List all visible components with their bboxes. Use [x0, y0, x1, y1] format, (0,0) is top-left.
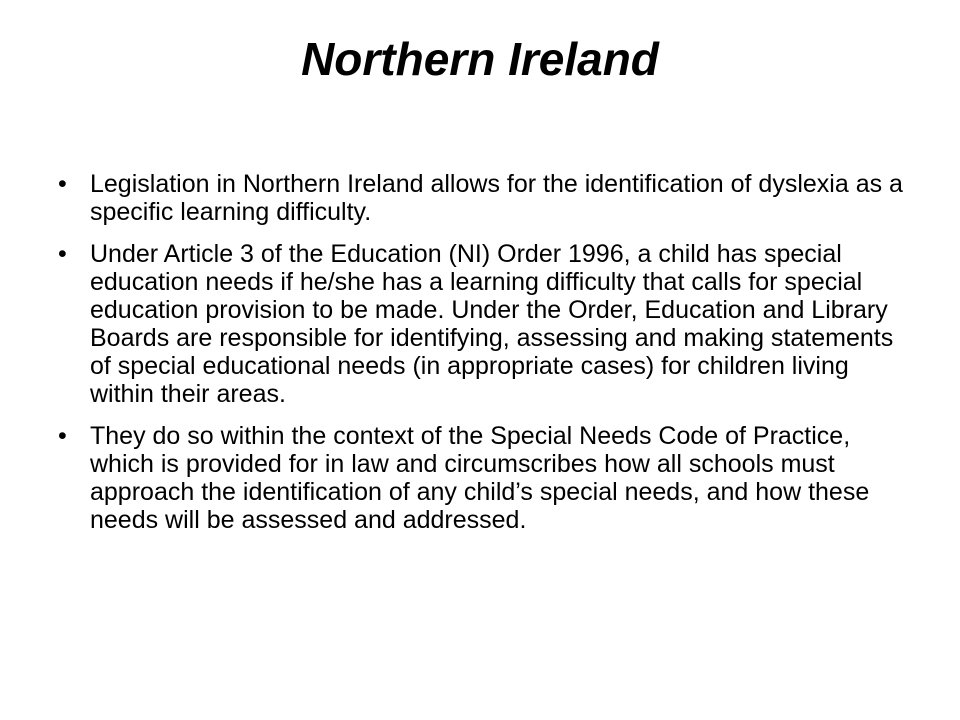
bullet-marker: •	[58, 240, 67, 268]
bullet-item	[58, 422, 918, 534]
bullet-marker: •	[58, 422, 67, 450]
bullet-text: Under Article 3 of the Education (NI) Order 1996, a child has special education needs if he/she has a learning difficulty that calls for special education provision to be made. Under the Order, Education and Library Boards are responsible for identifying, assessing and making statements of special educational needs (in appropriate cases) for children living within their areas.	[90, 240, 894, 408]
bullet-text: Legislation in Northern Ireland allows for the identification of dyslexia as a specific learning difficulty.	[90, 170, 903, 226]
bullet-item	[58, 240, 918, 408]
bullet-text: They do so within the context of the Special Needs Code of Practice, which is provided for in law and circumscribes how all schools must approach the identification of any child’s special needs, and how these needs will be assessed and addressed.	[90, 422, 870, 534]
bullet-list	[58, 170, 918, 548]
slide-title: Northern Ireland	[301, 33, 659, 85]
bullet-marker: •	[58, 170, 67, 198]
bullet-item	[58, 170, 918, 226]
